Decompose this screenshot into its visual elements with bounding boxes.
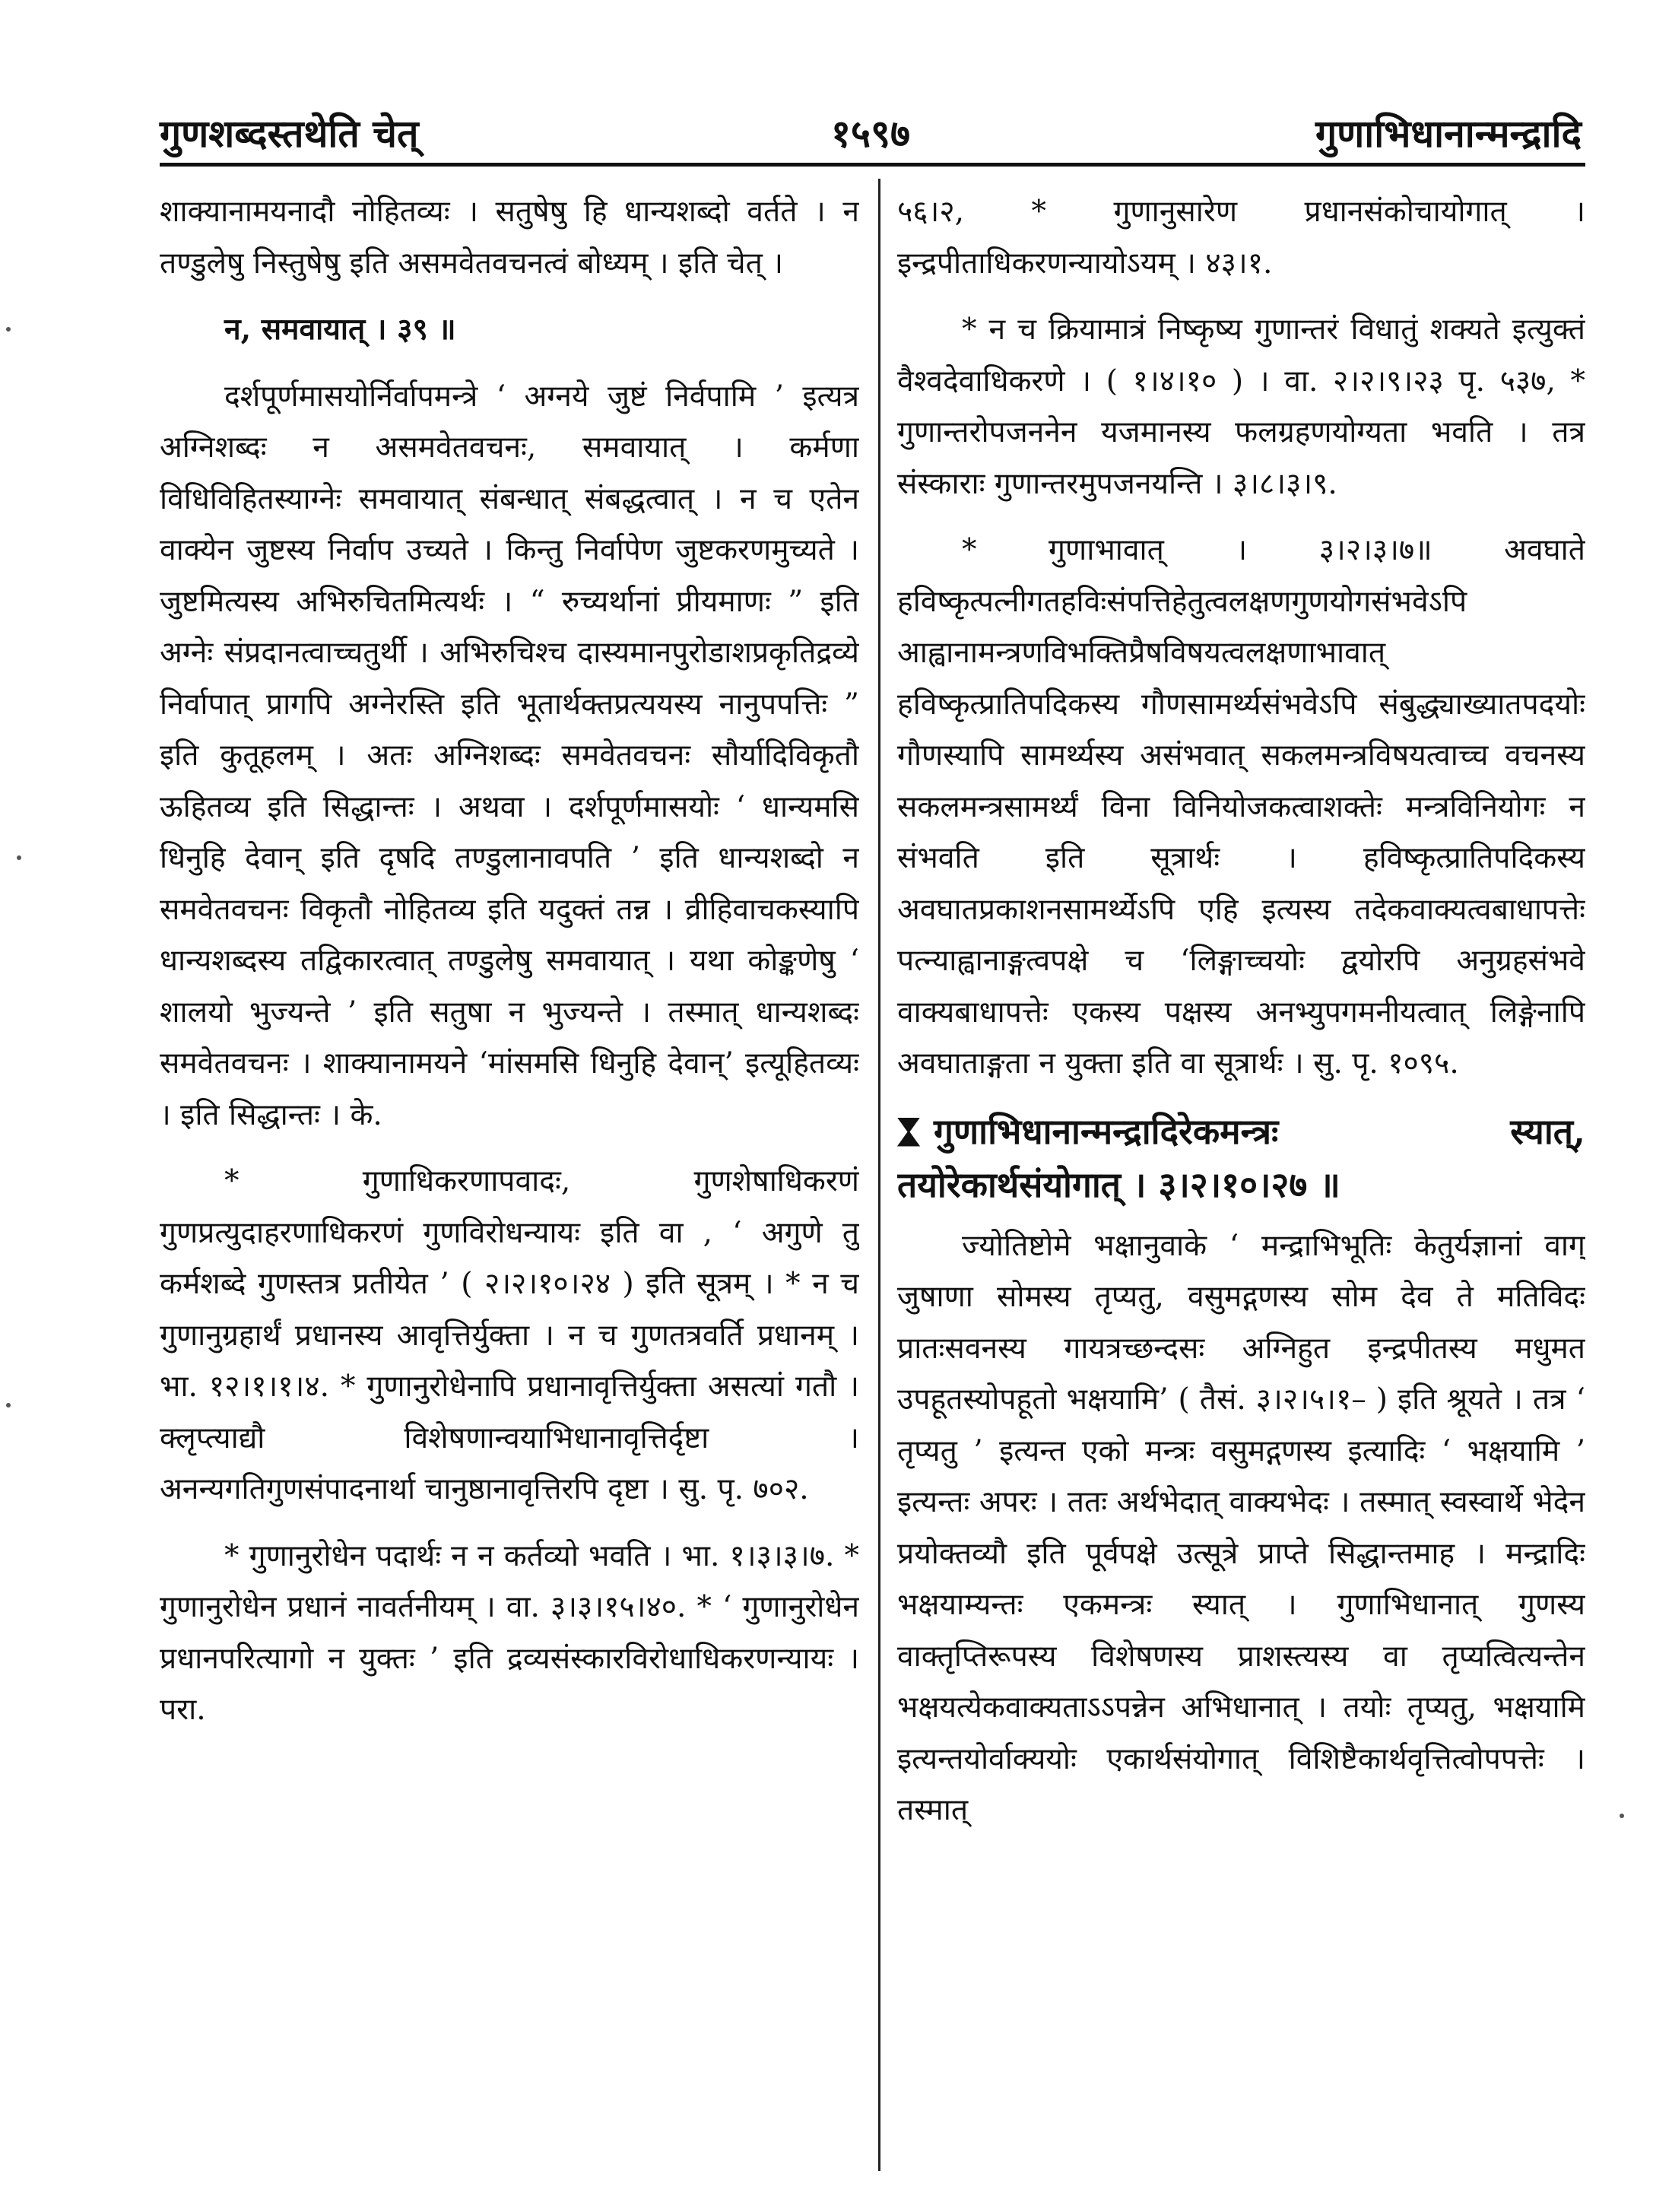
- margin-mark: [6, 327, 11, 332]
- right-para-jyotishtoma: ज्योतिष्टोमे भक्षानुवाके ‘ मन्द्राभिभूतिः केतुर्यज्ञानां वाग् जुषाणा सोमस्य तृप्यतु, वसुमद्गणस्य सोम देव ते मतिविदः प्रातःसवनस्य गायत्रच्छन्दसः अग्निहुत इन्द्रपीतस्य मधुमत उपहूतस्योपहूतो भक्षयामि’ ( तैसं. ३।२।५।१– ) इति श्रूयते । तत्र ‘ तृप्यतु ’ इत्यन्त एको मन्त्रः वसुमद्गणस्य इत्यादिः ‘ भक्षयामि ’ इत्यन्तः अपरः । ततः अर्थभेदात् वाक्यभेदः । तस्मात् स्वस्वार्थे भेदेन प्रयोक्तव्यौ इति पूर्वपक्षे उत्सूत्रे प्राप्ते सिद्धान्तमाह । मन्द्रादिः भक्षयाम्यन्तः एकमन्त्रः स्यात् । गुणाभिधानात् गुणस्य वाक्तृप्तिरूपस्य विशेषणस्य प्राशस्त्यस्य वा तृप्यत्वित्यन्तेन भक्षयत्येकवाक्यताऽऽपन्नेन अभिधानात् । तयोः तृप्यतु, भक्षयामि इत्यन्तयोर्वाक्ययोः एकार्थसंयोगात् विशिष्टैकार्थवृत्तित्वोपपत्तेः । तस्मात्: [897, 1228, 1585, 1827]
- right-column: [897, 186, 1585, 2179]
- header-rule: [160, 163, 1585, 167]
- header-left-keyword: गुणशब्दस्तथेति चेत्: [160, 111, 419, 156]
- margin-mark: [6, 1403, 11, 1407]
- left-para-1: शाक्यानामयनादौ नोहितव्यः । सतुषेषु हि धान्यशब्दो वर्तते । न तण्डुलेषु निस्तुषेषु इति असमवेतवचनत्वं बोध्यम् । इति चेत् ।: [160, 195, 859, 281]
- column-divider: [878, 179, 880, 2171]
- left-entry-gunanurodhena: * गुणानुरोधेन पदार्थः न न कर्तव्यो भवति । भा. १।३।३।७. * गुणानुरोधेन प्रधानं नावर्तनीयम् । वा. ३।३।१५।४०. * ‘ गुणानुरोधेन प्रधानपरित्यागो न युक्तः ’ इति द्रव्यसंस्कारविरोधाधिकरणन्यायः । परा.: [160, 1538, 859, 1727]
- left-sutra-39: न, समवायात् । ३९ ॥: [224, 312, 456, 347]
- right-para-1: ५६।२, * गुणानुसारेण प्रधानसंकोचायोगात् । इन्द्रपीताधिकरणन्यायोऽयम् । ४३।१.: [897, 195, 1585, 281]
- left-para-2: दर्शपूर्णमासयोर्निर्वापमन्त्रे ‘ अग्नये जुष्टं निर्वपामि ’ इत्यत्र अग्निशब्दः न असमवेतवचनः, समवायात् । कर्मणा विधिविहितस्याग्नेः समवायात् संबन्धात् संबद्धत्वात् । न च एतेन वाक्येन जुष्टस्य निर्वाप उच्यते । किन्तु निर्वापेण जुष्टकरणमुच्यते । जुष्टमित्यस्य अभिरुचितमित्यर्थः । “ रुच्यर्थानां प्रीयमाणः ” इति अग्नेः संप्रदानत्वाच्चतुर्थी । अभिरुचिश्च दास्यमानपुरोडाशप्रकृतिद्रव्ये निर्वापात् प्रागपि अग्नेरस्ति इति भूतार्थक्तप्रत्ययस्य नानुपपत्तिः ” इति कुतूहलम् । अतः अग्निशब्दः समवेतवचनः सौर्यादिविकृतौ ऊहितव्य इति सिद्धान्तः । अथवा । दर्शपूर्णमासयोः ‘ धान्यमसि धिनुहि देवान् इति दृषदि तण्डुलानावपति ’ इति धान्यशब्दो न समवेतवचनः विकृतौ नोहितव्य इति यदुक्तं तन्न । व्रीहिवाचकस्यापि धान्यशब्दस्य तद्विकारत्वात् तण्डुलेषु समवायात् । यथा कोङ्कणेषु ‘ शालयो भुज्यन्ते ’ इति सतुषा न भुज्यन्ते । तस्मात् धान्यशब्दः समवेतवचनः । शाक्यानामयने ‘मांसमसि धिनुहि देवान्’ इत्यूहितव्यः । इति सिद्धान्तः । के.: [160, 379, 859, 1132]
- left-column: [160, 186, 859, 2179]
- margin-mark: [1620, 1814, 1624, 1818]
- sutra-heading: [897, 1105, 1585, 1211]
- right-entry-gunabhavat: * गुणाभावात् । ३।२।३।७॥ अवघाते हविष्कृत्पत्नीगतहविःसंपत्तिहेतुत्वलक्षणगुणयोगसंभवेऽपि आह्वानामन्त्रणविभक्तिप्रैषविषयत्वलक्षणाभावात् हविष्कृत्प्रातिपदिकस्य गौणसामर्थ्यसंभवेऽपि संबुद्ध्याख्यातपदयोः गौणस्यापि सामर्थ्यस्य असंभवात् सकलमन्त्रविषयत्वाच्च वचनस्य सकलमन्त्रसामर्थ्यं विना विनियोजकत्वाशक्तेः मन्त्रविनियोगः न संभवति इति सूत्रार्थः । हविष्कृत्प्रातिपदिकस्य अवघातप्रकाशनसामर्थ्येऽपि एहि इत्यस्य तदेकवाक्यत्वबाधापत्तेः पत्न्याह्वानाङ्गत्वपक्षे च ‘लिङ्गाच्चयोः द्वयोरपि अनुग्रहसंभवे वाक्यबाधापत्तेः एकस्य पक्षस्य अनभ्युपगमनीयत्वात् लिङ्गेनापि अवघाताङ्गता न युक्ता इति वा सूत्रार्थः । सु. पृ. १०९५.: [897, 533, 1585, 1081]
- header-right-keyword: गुणाभिधानान्मन्द्रादि: [1315, 111, 1582, 156]
- page-number: १५९७: [831, 111, 910, 156]
- right-entry-gunantara: * न च क्रियामात्रं निष्कृष्य गुणान्तरं विधातुं शक्यते इत्युक्तं वैश्वदेवाधिकरणे । ( १।४।१० ) । वा. २।२।९।२३ पृ. ५३७, * गुणान्तरोपजननेन यजमानस्य फलग्रहणयोग्यता भवति । तत्र संस्काराः गुणान्तरमुपजनयन्ति । ३।८।३।९.: [897, 313, 1585, 501]
- sutra-heading-text: गुणाभिधानान्मन्द्रादिरेकमन्त्रः स्यात्, तयोरेकार्थसंयोगात् । ३।२।१०।२७ ॥: [897, 1110, 1585, 1205]
- margin-mark: [17, 855, 21, 860]
- running-header: [160, 106, 1582, 160]
- hourglass-icon: [897, 1118, 920, 1147]
- left-entry-gunadhikarana: * गुणाधिकरणापवादः, गुणशेषाधिकरणं गुणप्रत्युदाहरणाधिकरणं गुणविरोधन्यायः इति वा , ‘ अगुणे तु कर्मशब्दे गुणस्तत्र प्रतीयेत ’ ( २।२।१०।२४ ) इति सूत्रम् । * न च गुणानुग्रहार्थं प्रधानस्य आवृत्तिर्युक्ता । न च गुणतत्रवर्ति प्रधानम् । भा. १२।१।१।४. * गुणानुरोधेनापि प्रधानावृत्तिर्युक्ता असत्यां गतौ । क्लृप्त्याद्यौ विशेषणान्वयाभिधानावृत्तिर्दृष्टा । अनन्यगतिगुणसंपादनार्था चानुष्ठानावृत्तिरपि दृष्टा । सु. पृ. ७०२.: [160, 1164, 859, 1506]
